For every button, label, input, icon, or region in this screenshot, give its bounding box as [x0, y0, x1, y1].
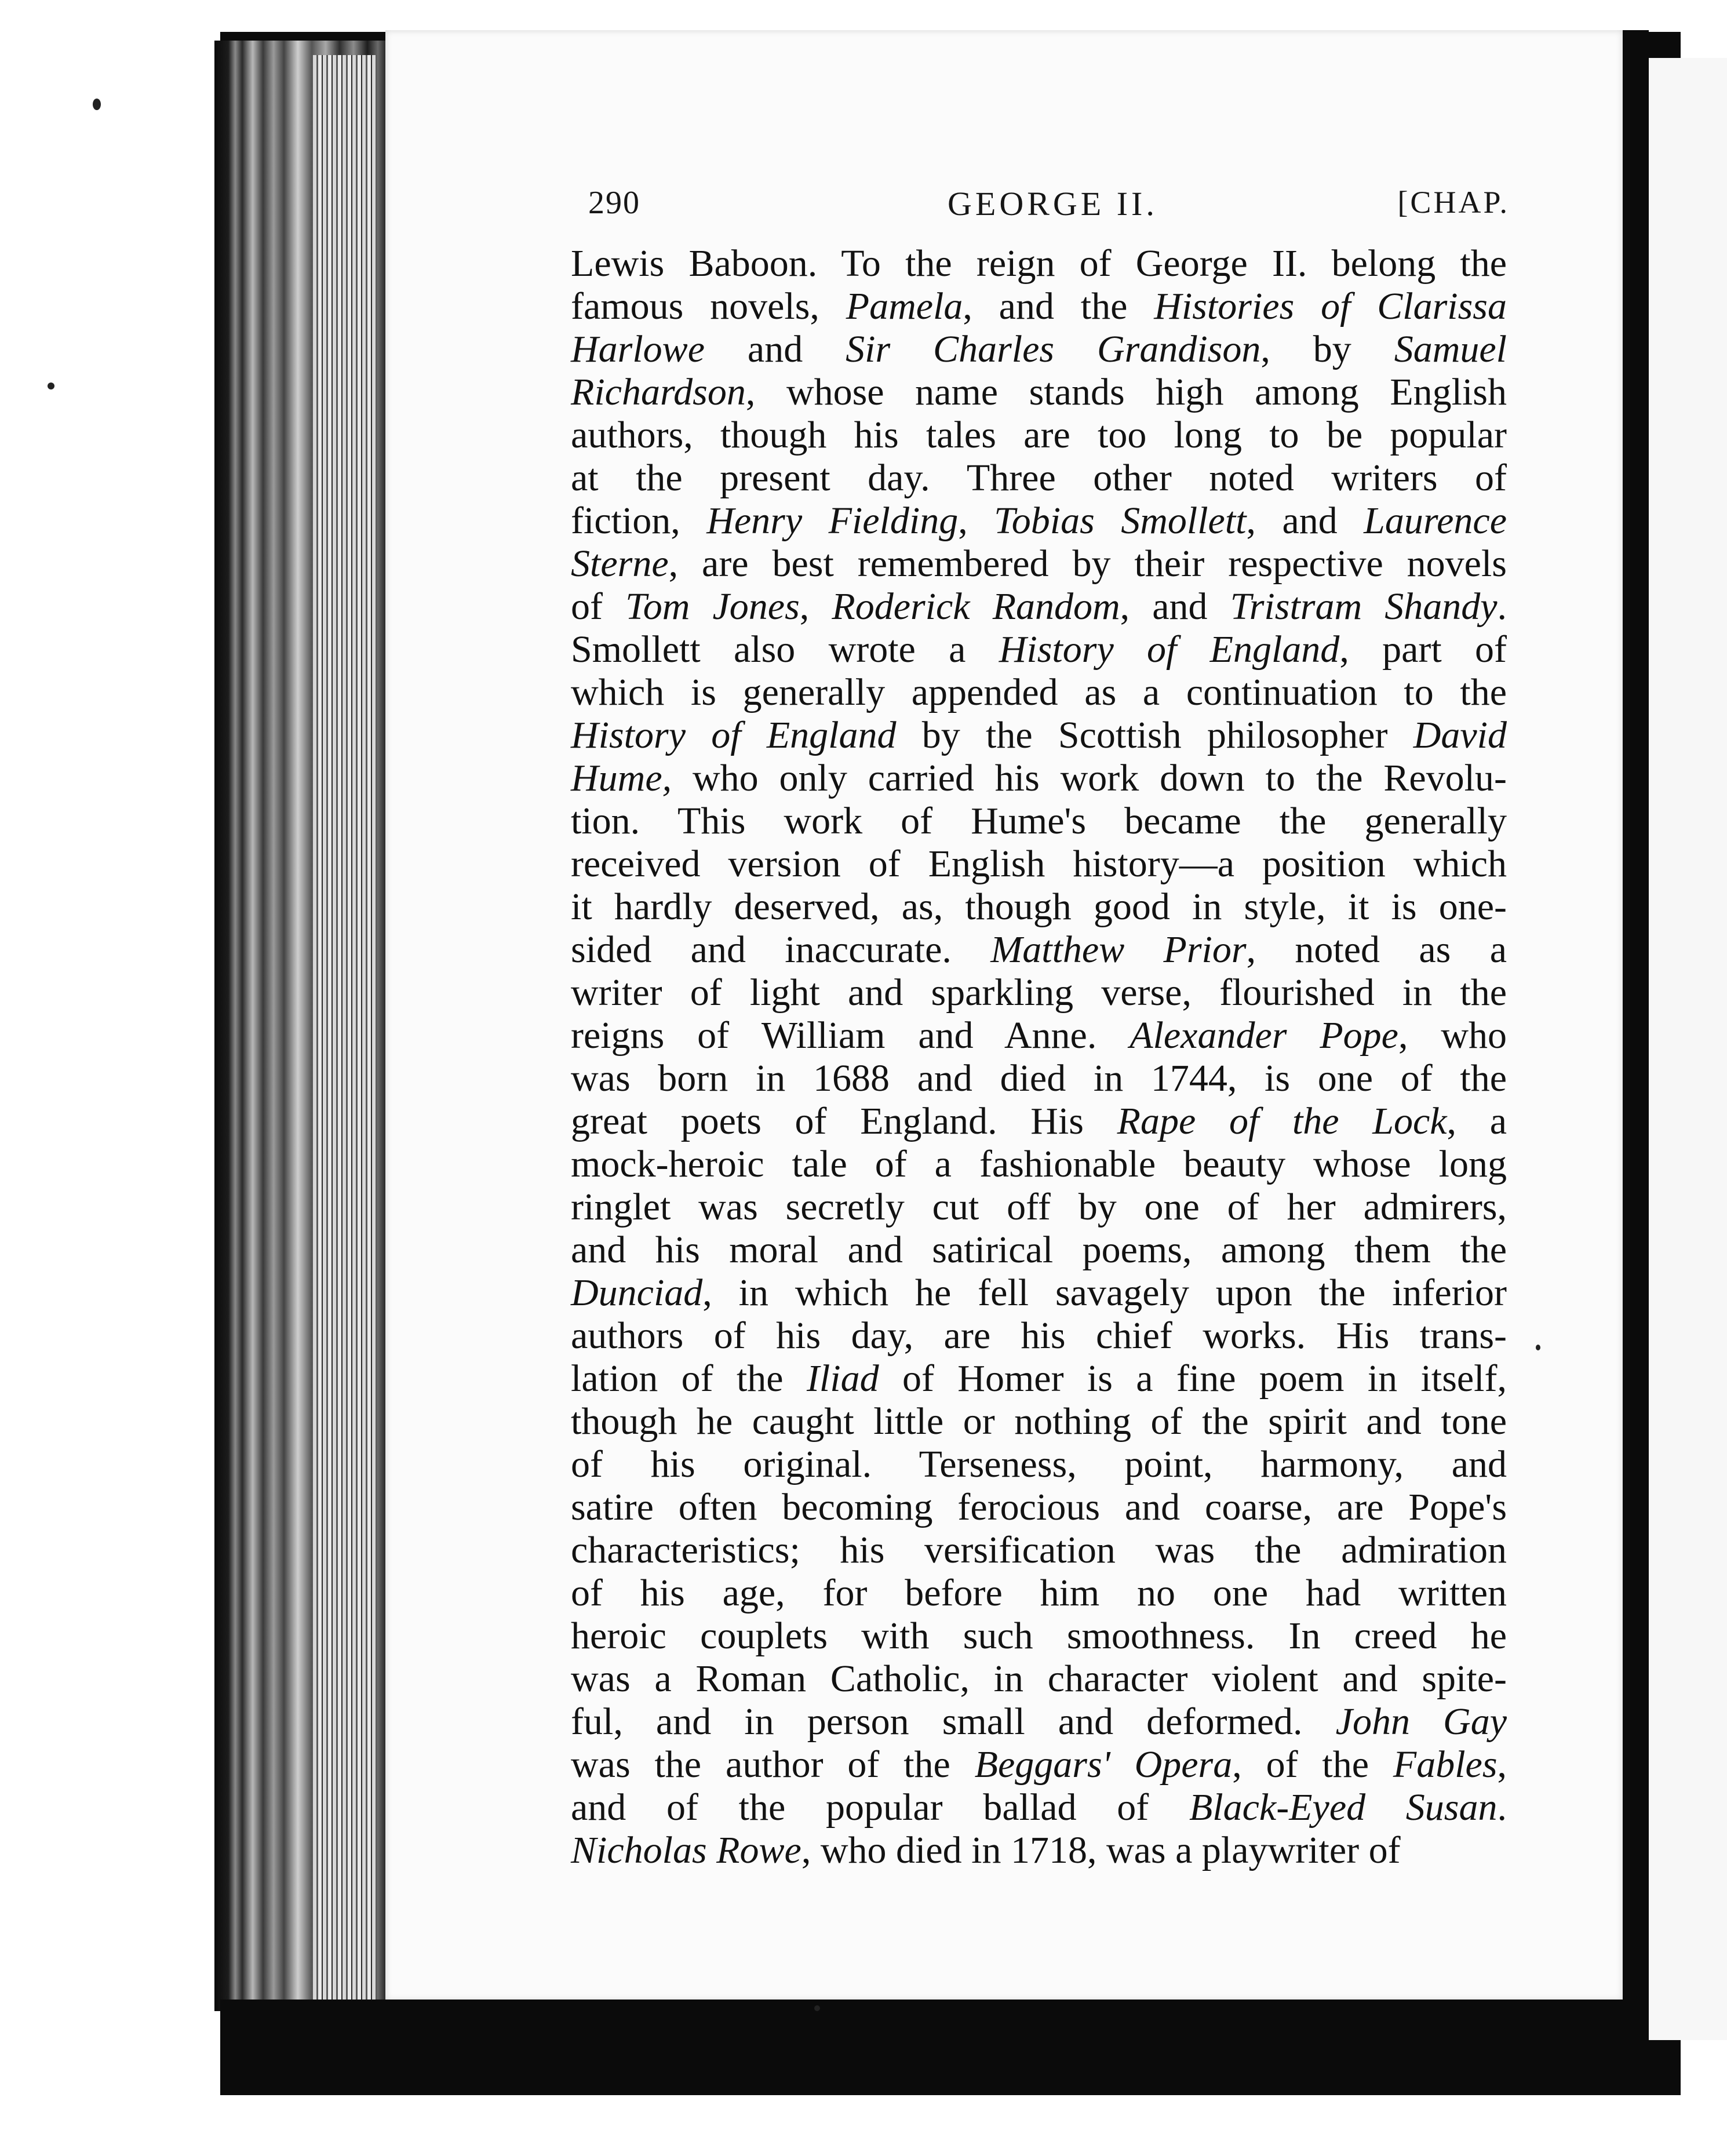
page-header	[588, 184, 1510, 236]
speck	[48, 383, 54, 389]
facing-page-edge	[1649, 58, 1727, 2040]
text-line: authors, though his tales are too long to be popular	[571, 414, 1507, 456]
running-title: GEORGE II.	[948, 185, 1158, 223]
speck	[1536, 1345, 1540, 1350]
text-line: Dunciad, in which he fell savagely upon the inferior	[571, 1272, 1507, 1314]
text-line: of Tom Jones, Roderick Random, and Tristram Shandy.	[571, 585, 1507, 628]
text-line: was the author of the Beggars' Opera, of the Fables,	[571, 1743, 1507, 1786]
text-line: mock-heroic tale of a fashionable beauty whose long	[571, 1143, 1507, 1185]
speck	[93, 99, 101, 110]
text-line: which is generally appended as a continuation to the	[571, 671, 1507, 713]
text-line: Smollett also wrote a History of England, part of	[571, 628, 1507, 671]
text-line: heroic couplets with such smoothness. In creed he	[571, 1615, 1507, 1657]
text-line: Nicholas Rowe, who died in 1718, was a playwriter of	[571, 1829, 1401, 1871]
text-line: Harlowe and Sir Charles Grandison, by Samuel	[571, 328, 1507, 370]
text-line: reigns of William and Anne. Alexander Pope, who	[571, 1014, 1507, 1057]
scanner-bottom-band	[220, 2000, 1623, 2095]
book-page-edges-inner	[313, 55, 377, 2008]
text-line: at the present day. Three other noted writers of	[571, 457, 1507, 499]
text-line: famous novels, Pamela, and the Histories of Clarissa	[571, 285, 1507, 327]
text-line: fiction, Henry Fielding, Tobias Smollett, and Laurence	[571, 500, 1507, 542]
text-line: Sterne, are best remembered by their respective novels	[571, 542, 1507, 585]
text-line: authors of his day, are his chief works. His trans-	[571, 1314, 1507, 1357]
text-line: ful, and in person small and deformed. John Gay	[571, 1700, 1507, 1743]
text-line: History of England by the Scottish philosopher David	[571, 714, 1507, 756]
text-line: characteristics; his versification was the admiration	[571, 1529, 1507, 1571]
text-line: Lewis Baboon. To the reign of George II. belong the	[571, 242, 1507, 285]
text-line: Richardson, whose name stands high among English	[571, 371, 1507, 413]
chapter-mark: [CHAP.	[1397, 185, 1510, 220]
text-line: it hardly deserved, as, though good in style, it is one-	[571, 886, 1507, 928]
text-line: ringlet was secretly cut off by one of her admirers,	[571, 1186, 1507, 1228]
text-line: though he caught little or nothing of the spirit and tone	[571, 1400, 1507, 1443]
body-text	[571, 242, 1507, 1872]
text-line: Hume, who only carried his work down to the Revolu-	[571, 757, 1507, 799]
text-line: was a Roman Catholic, in character violent and spite-	[571, 1658, 1507, 1700]
text-line: and of the popular ballad of Black-Eyed Susan.	[571, 1786, 1507, 1829]
text-line: lation of the Iliad of Homer is a fine poem in itself,	[571, 1357, 1507, 1400]
speck	[814, 2005, 820, 2011]
text-line: satire often becoming ferocious and coarse, are Pope's	[571, 1486, 1507, 1528]
text-line: and his moral and satirical poems, among them the	[571, 1229, 1507, 1271]
text-line: was born in 1688 and died in 1744, is one of the	[571, 1057, 1507, 1099]
page-number: 290	[588, 185, 640, 221]
text-line: of his age, for before him no one had written	[571, 1572, 1507, 1614]
text-line: great poets of England. His Rape of the Lock, a	[571, 1100, 1507, 1142]
gutter-shadow	[1623, 30, 1649, 2093]
text-line: received version of English history—a position which	[571, 843, 1507, 885]
text-line: of his original. Terseness, point, harmony, and	[571, 1443, 1507, 1485]
text-line: tion. This work of Hume's became the generally	[571, 800, 1507, 842]
text-line: sided and inaccurate. Matthew Prior, noted as a	[571, 928, 1507, 971]
text-line: writer of light and sparkling verse, flourished in the	[571, 971, 1507, 1014]
